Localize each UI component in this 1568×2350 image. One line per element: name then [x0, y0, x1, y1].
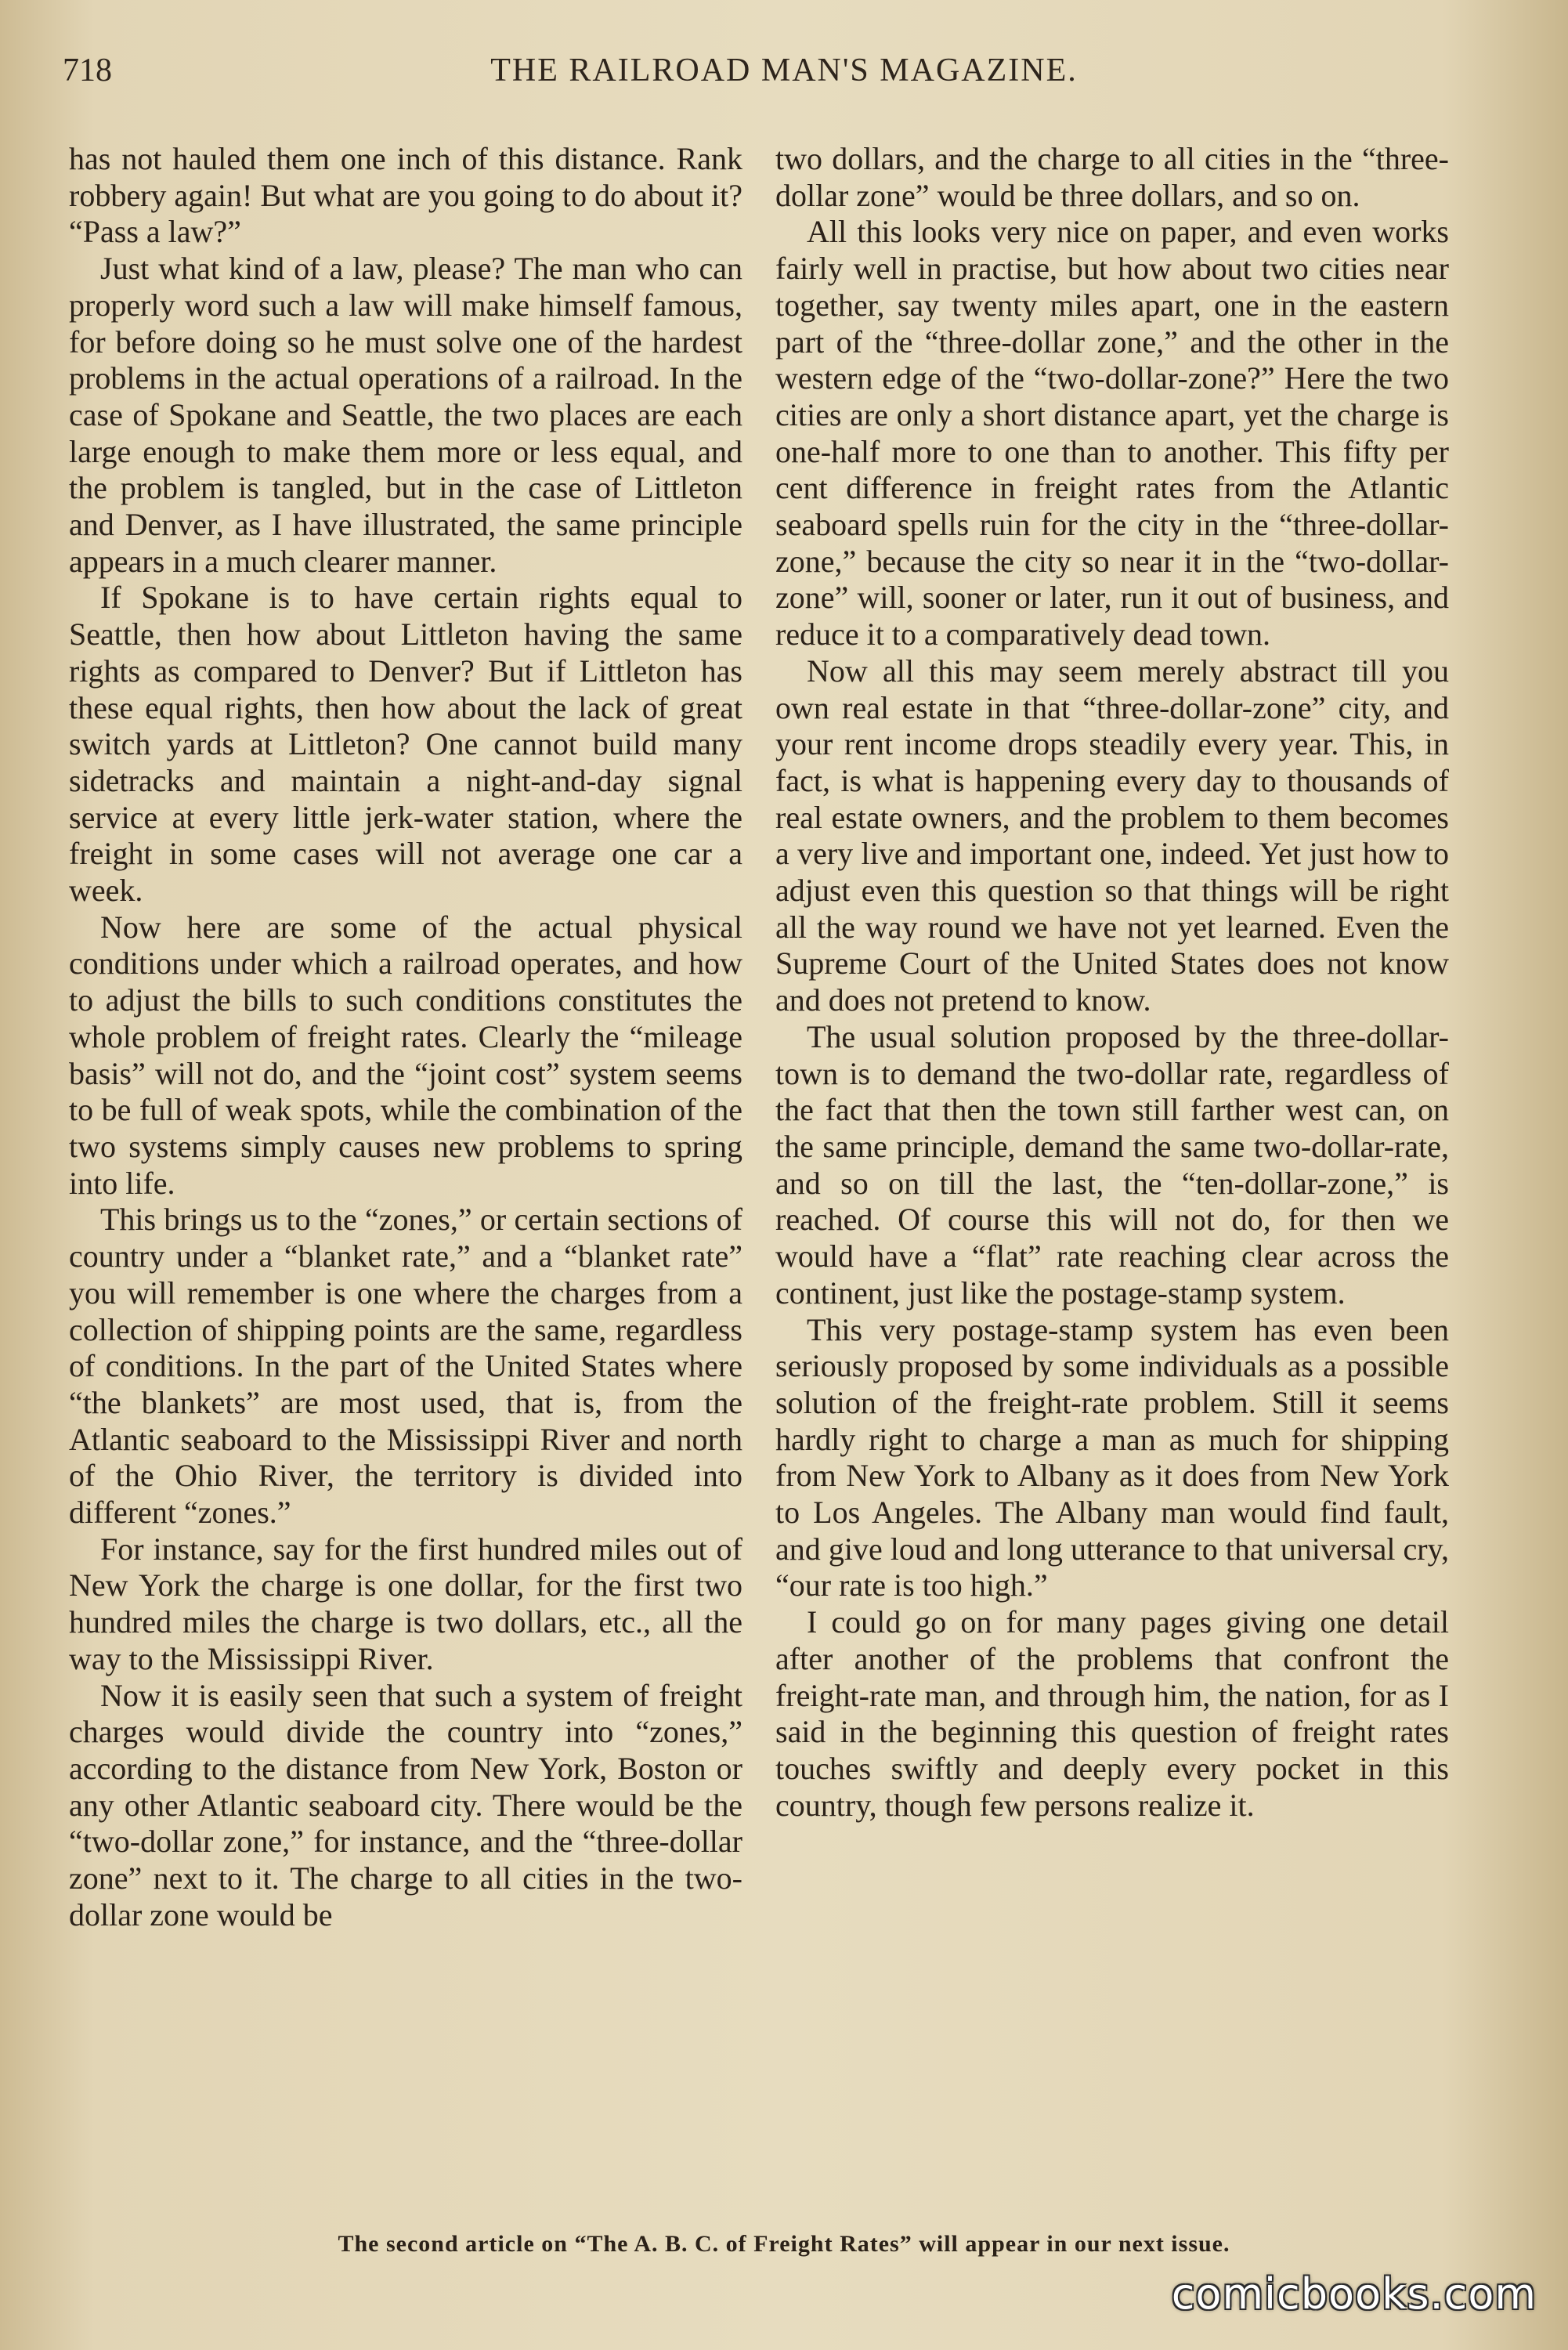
magazine-title: THE RAILROAD MAN'S MAGAZINE. — [490, 52, 1078, 89]
paragraph: Now here are some of the actual physical conditions under which a railroad operates, and how to adjust the bills to such conditions constitutes the whole problem of freight rates. Clearly the “mileage basis” will not do, and the “joint cost” system seems to be full of weak spots, while the combination of the two systems simply causes new problems to spring into life. — [69, 909, 742, 1201]
paragraph: I could go on for many pages giving one detail after another of the problems that confront the freight-rate man, and through him, the nation, for as I said in the beginning this question of freight rates touches swiftly and deeply every pocket in this country, though few persons realize it. — [775, 1604, 1449, 1823]
next-issue-note: The second article on “The A. B. C. of Freight Rates” will appear in our next issue. — [338, 2231, 1230, 2257]
paragraph: Now all this may seem merely abstract till you own real estate in that “three-dollar-zone” city, and your rent income drops steadily every year. This, in fact, is what is happening every day to thousands of real estate owners, and the problem to them becomes a very live and important one, indeed. Yet just how to adjust even this question so that things will be right all the way round we have not yet learned. Even the Supreme Court of the United States does not know and does not pretend to know. — [775, 653, 1449, 1018]
paragraph: All this looks very nice on paper, and even works fairly well in practise, but how about two cities near together, say twenty miles apart, one in the eastern part of the “three-dollar zone,” and the other in the western edge of the “two-dollar-zone?” Here the two cities are only a short distance apart, yet the charge is one-half more to one than to another. This fifty per cent difference in freight rates from the Atlantic seaboard spells ruin for the city in the “three-dollar-zone,” because the city so near it in the “two-dollar-zone” will, sooner or later, run it out of business, and reduce it to a comparatively dead town. — [775, 214, 1449, 653]
paragraph: two dollars, and the charge to all cities in the “three-dollar zone” would be three dollars, and so on. — [775, 141, 1449, 213]
paragraph: has not hauled them one inch of this distance. Rank robbery again! But what are you going to do about it? “Pass a law?” — [69, 141, 742, 250]
right-column — [775, 141, 1449, 1824]
page-number: 718 — [63, 52, 112, 89]
paragraph: This brings us to the “zones,” or certain sections of country under a “blanket rate,” and a “blanket rate” you will remember is one where the charges from a collection of shipping points are the same, regardless of conditions. In the part of the United States where “the blankets” are most used, that is, from the Atlantic seaboard to the Mississippi River and north of the Ohio River, the territory is divided into different “zones.” — [69, 1202, 742, 1531]
paragraph: If Spokane is to have certain rights equal to Seattle, then how about Littleton having the same rights as compared to Denver? But if Littleton has these equal rights, then how about the lack of great switch yards at Littleton? One cannot build many sidetracks and maintain a night-and-day signal service at every little jerk-water station, where the freight in some cases will not average one car a week. — [69, 580, 742, 909]
page-header — [63, 52, 1505, 107]
paragraph: This very postage-stamp system has even been seriously proposed by some individuals as a possible solution of the freight-rate problem. Still it seems hardly right to charge a man as much for shipping from New York to Albany as it does from New York to Los Angeles. The Albany man would find fault, and give loud and long utterance to that universal cry, “our rate is too high.” — [775, 1311, 1449, 1603]
paragraph: For instance, say for the first hundred miles out of New York the charge is one dollar, for the first two hundred miles the charge is two dollars, etc., all the way to the Mississippi River. — [69, 1531, 742, 1676]
left-column — [69, 141, 742, 1933]
paragraph: The usual solution proposed by the three-dollar-town is to demand the two-dollar rate, regardless of the fact that then the town still farther west can, on the same principle, demand the same two-dollar-rate, and so on till the last, the “ten-dollar-zone,” is reached. Of course this will not do, for then we would have a “flat” rate reaching clear across the continent, just like the postage-stamp system. — [775, 1018, 1449, 1311]
paragraph: Now it is easily seen that such a system of freight charges would divide the country into “zones,” according to the distance from New York, Boston or any other Atlantic seaboard city. There would be the “two-dollar zone,” for instance, and the “three-dollar zone” next to it. The charge to all cities in the two-dollar zone would be — [69, 1677, 742, 1932]
paragraph: Just what kind of a law, please? The man who can properly word such a law will make himself famous, for before doing so he must solve one of the hardest problems in the actual operations of a railroad. In the case of Spokane and Seattle, the two places are each large enough to make them more or less equal, and the problem is tangled, but in the case of Littleton and Denver, as I have illustrated, the same principle appears in a much clearer manner. — [69, 251, 742, 579]
site-watermark: comicbooks.com — [1171, 2269, 1537, 2319]
